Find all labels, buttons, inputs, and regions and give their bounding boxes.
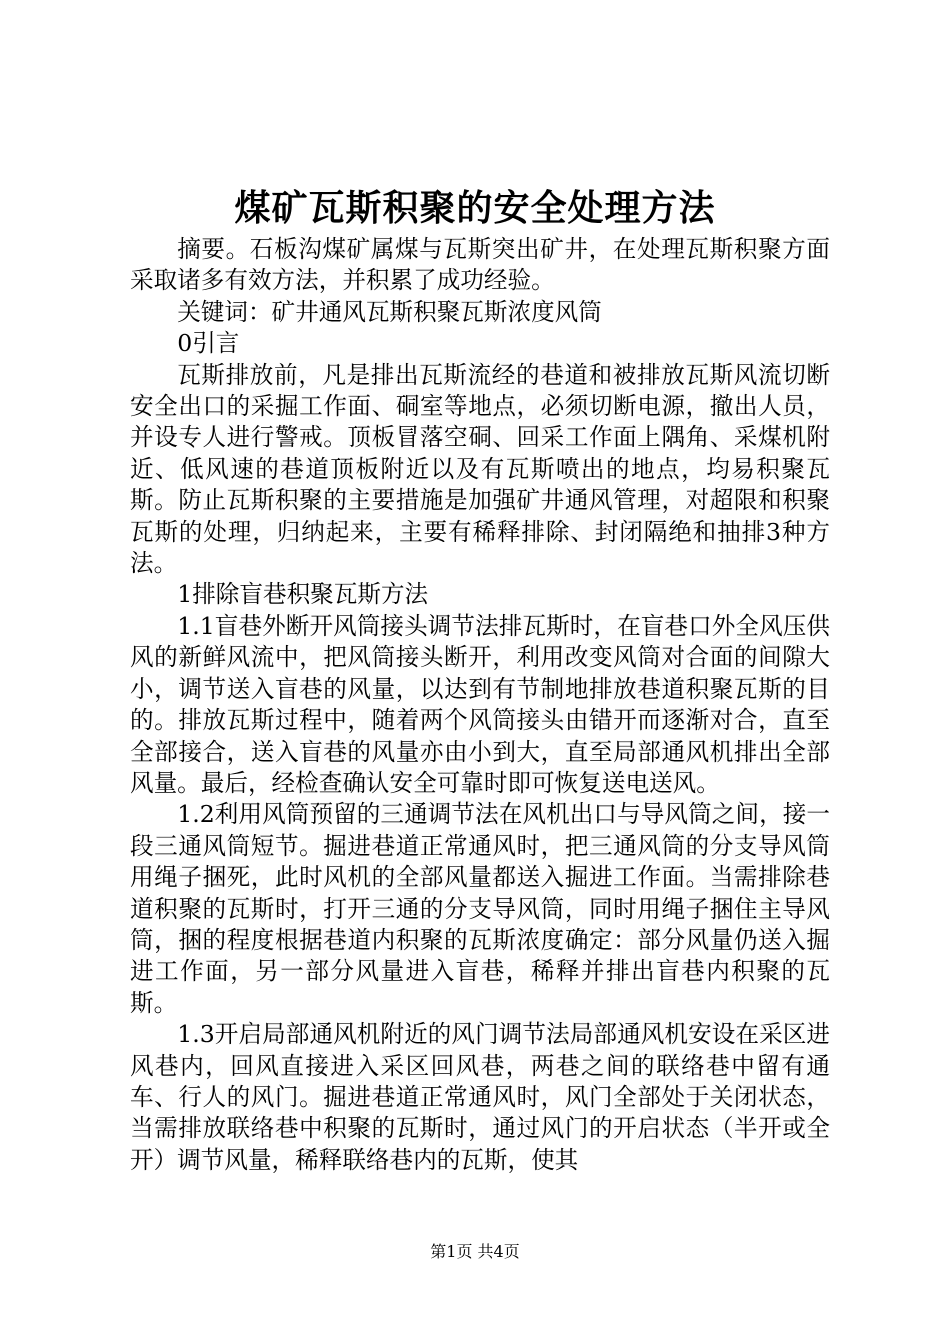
body-paragraph-1-2: 1.2利用风筒预留的三通调节法在风机出口与导风筒之间，接一段三通风筒短节。掘进巷道正常通风时，把三通风筒的分支导风筒用绳子捆死，此时风机的全部风量都送入掘进工作面。当需排除巷道积聚的瓦斯时，打开三通的分支导风筒，同时用绳子捆住主导风筒，捆的程度根据巷道内积聚的瓦斯浓度确定：部分风量仍送入掘进工作面，另一部分风量进入盲巷，稀释并排出盲巷内积聚的瓦斯。 [130, 800, 830, 1017]
body-paragraph: 瓦斯排放前，凡是排出瓦斯流经的巷道和被排放瓦斯风流切断安全出口的采掘工作面、硐室等地点，必须切断电源，撤出人员，并设专人进行警戒。顶板冒落空硐、回采工作面上隅角、采煤机附近、低风速的巷道顶板附近以及有瓦斯喷出的地点，均易积聚瓦斯。防止瓦斯积聚的主要措施是加强矿井通风管理，对超限和积聚瓦斯的处理，归纳起来，主要有稀释排除、封闭隔绝和抽排3种方法。 [130, 360, 830, 578]
keywords-paragraph: 关键词：矿井通风瓦斯积聚瓦斯浓度风筒 [177, 297, 602, 326]
page-footer: 第1页 共4页 [430, 1242, 520, 1261]
body-paragraph-1-1: 1.1盲巷外断开风筒接头调节法排瓦斯时，在盲巷口外全风压供风的新鲜风流中，把风筒接头断开，利用改变风筒对合面的间隙大小，调节送入盲巷的风量，以达到有节制地排放巷道积聚瓦斯的目的。排放瓦斯过程中，随着两个风筒接头由错开而逐渐对合，直至全部接合，送入盲巷的风量亦由小到大，直至局部通风机排出全部风量。最后，经检查确认安全可靠时即可恢复送电送风。 [130, 611, 830, 797]
section-heading-1: 1排除盲巷积聚瓦斯方法 [177, 580, 429, 609]
body-paragraph-1-3: 1.3开启局部通风机附近的风门调节法局部通风机安设在采区进风巷内，回风直接进入采区回风巷，两巷之间的联络巷中留有通车、行人的风门。掘进巷道正常通风时，风门全部处于关闭状态，当需排放联络巷中积聚的瓦斯时，通过风门的开启状态（半开或全开）调节风量，稀释联络巷内的瓦斯，使其 [130, 1020, 830, 1174]
document-body [130, 234, 830, 1176]
document-title: 煤矿瓦斯积聚的安全处理方法 [234, 187, 716, 229]
section-heading-intro: 0引言 [177, 329, 240, 358]
abstract-paragraph: 摘要。石板沟煤矿属煤与瓦斯突出矿井，在处理瓦斯积聚方面采取诸多有效方法，并积累了成功经验。 [130, 235, 830, 295]
